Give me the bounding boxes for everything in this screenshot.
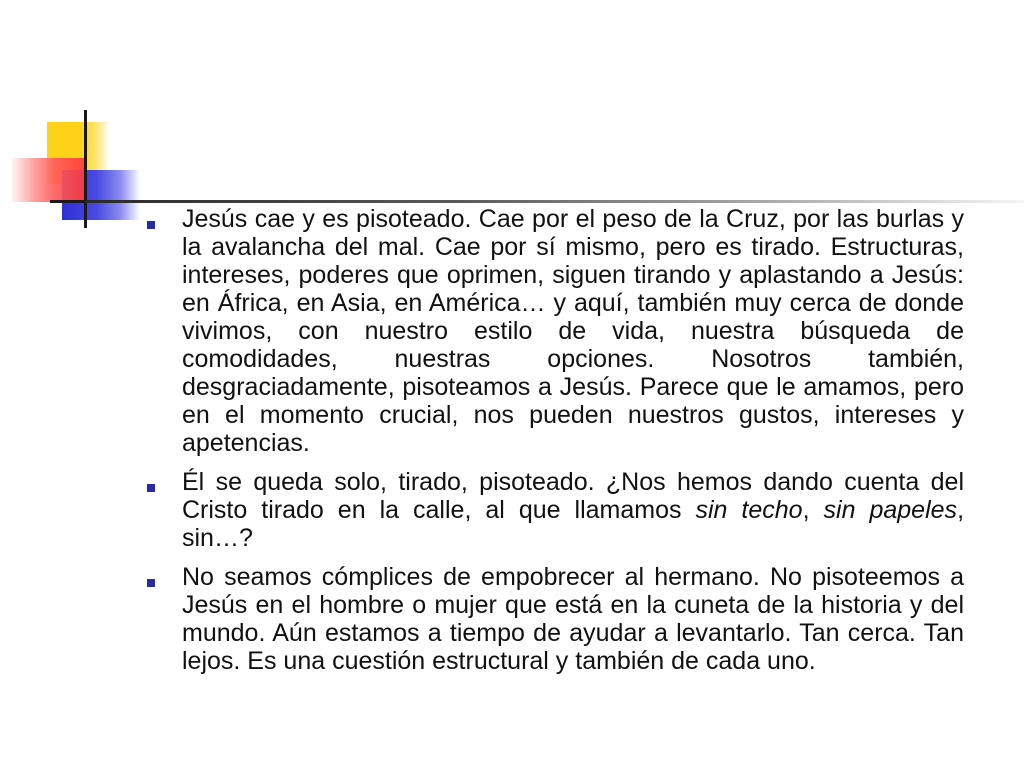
bullet-2-text-before: Él se queda solo, tirado, pisoteado. ¿Nos hemos dando cuenta del Cristo tirado en la calle, al que llamamos [182,468,964,524]
bullet-2-text-between: , [802,496,824,524]
square-bullet-icon [147,484,155,492]
bullet-2-italic-sin-papeles: sin papeles [823,496,958,524]
bullet-list [142,205,964,675]
vertical-rule [84,110,87,228]
bullet-text-2 [182,468,964,552]
square-bullet-icon [147,221,155,229]
bullet-item-2 [142,468,964,552]
bullet-text-1: Jesús cae y es pisoteado. Cae por el peso de la Cruz, por las burlas y la avalancha del mal. Cae por sí mismo, pero es tirado. Estructuras, intereses, poderes que oprimen, siguen tirando y aplastando a Jesús: en África, en Asia, en América… y aquí, también muy cerca de donde vivimos, con nuestro estilo de vida, nuestra búsqueda de comodidades, nuestras opciones. Nosotros también, desgraciadamente, pisoteamos a Jesús. Parece que le amamos, pero en el momento crucial, nos pueden nuestros gustos, intereses y apetencias. [182,205,964,457]
bullet-item-3 [142,563,964,675]
bullet-2-text-after: , sin…? [182,496,965,552]
red-square [12,158,84,202]
bullet-item-1 [142,205,964,457]
bullet-2-italic-sin-techo: sin techo [695,496,803,524]
slide-body [142,205,964,686]
title-divider-line [86,200,1024,203]
bullet-text-3: No seamos cómplices de empobrecer al hermano. No pisoteemos a Jesús en el hombre o mujer que está en la cuneta de la historia y del mundo. Aún estamos a tiempo de ayudar a levantarlo. Tan cerca. Tan lejos. Es una cuestión estructural y también de cada uno. [182,563,964,675]
square-bullet-icon [147,579,155,587]
